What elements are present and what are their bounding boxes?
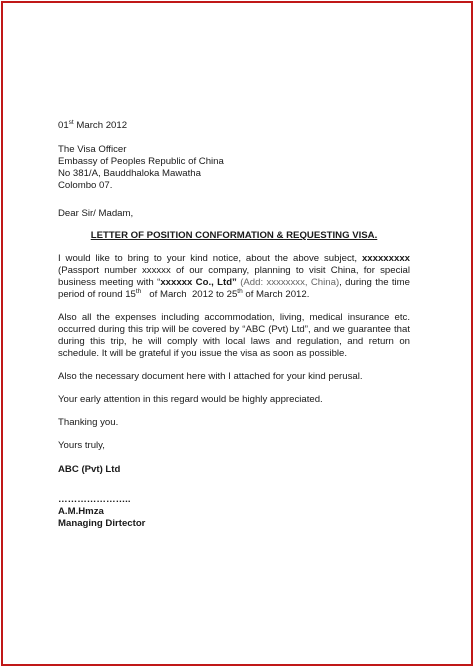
host-address: (Add: xxxxxxxx, China) xyxy=(236,277,340,288)
paragraph-text: I would like to bring to your kind notice, about the above subject, xyxy=(58,253,362,264)
paragraph-thanks: Thanking you. xyxy=(58,417,119,428)
signatory-title: Managing Dirtector xyxy=(58,518,146,529)
recipient-line: Embassy of Peoples Republic of China xyxy=(58,156,224,167)
ordinal-suffix: th xyxy=(135,288,142,295)
signatory-name: A.M.Hmza xyxy=(58,506,104,517)
paragraph-text: of March 2012 to 25 xyxy=(141,289,238,300)
recipient-line: The Visa Officer xyxy=(58,144,127,155)
salutation: Dear Sir/ Madam, xyxy=(58,208,134,219)
letter-subject: LETTER OF POSITION CONFORMATION & REQUESTING VISA. xyxy=(90,230,378,241)
paragraph-text: of March 2012. xyxy=(242,289,310,300)
ordinal-suffix: th xyxy=(237,288,243,295)
host-company: xxxxxx Co., Ltd” xyxy=(160,277,237,288)
recipient-address xyxy=(58,144,410,192)
letter-body xyxy=(58,120,410,530)
company-name: ABC (Pvt) Ltd xyxy=(58,464,121,475)
traveler-name: xxxxxxxxx xyxy=(361,253,410,264)
paragraph-visit-details xyxy=(58,253,410,301)
date-suffix: st xyxy=(68,119,74,126)
date-day: 01 xyxy=(58,120,69,131)
letter-date xyxy=(58,120,410,132)
paragraph-attention: Your early attention in this regard would be highly appreciated. xyxy=(58,394,323,405)
paragraph-text: (Passport number xxxxxx of our company, planning to visit China, for special business meeting with “ xyxy=(58,265,410,288)
signature-line: ………………….. xyxy=(58,494,131,505)
paragraph-text: , during the time period of round 15 xyxy=(58,277,411,300)
date-rest: March 2012 xyxy=(73,120,128,131)
closing: Yours truly, xyxy=(58,440,105,451)
recipient-line: No 381/A, Bauddhaloka Mawatha xyxy=(58,168,201,179)
recipient-line: Colombo 07. xyxy=(58,180,113,191)
paragraph-documents: Also the necessary document here with I attached for your kind perusal. xyxy=(58,371,363,382)
paragraph-expenses: Also all the expenses including accommodation, living, medical insurance etc. occurred during this trip will be covered by “ABC (Pvt) Ltd”, and we guarantee that during this trip, he will comply with local laws and regulation, and return on schedule. It will be grateful if you issue the visa as soon as possible. xyxy=(58,312,410,359)
